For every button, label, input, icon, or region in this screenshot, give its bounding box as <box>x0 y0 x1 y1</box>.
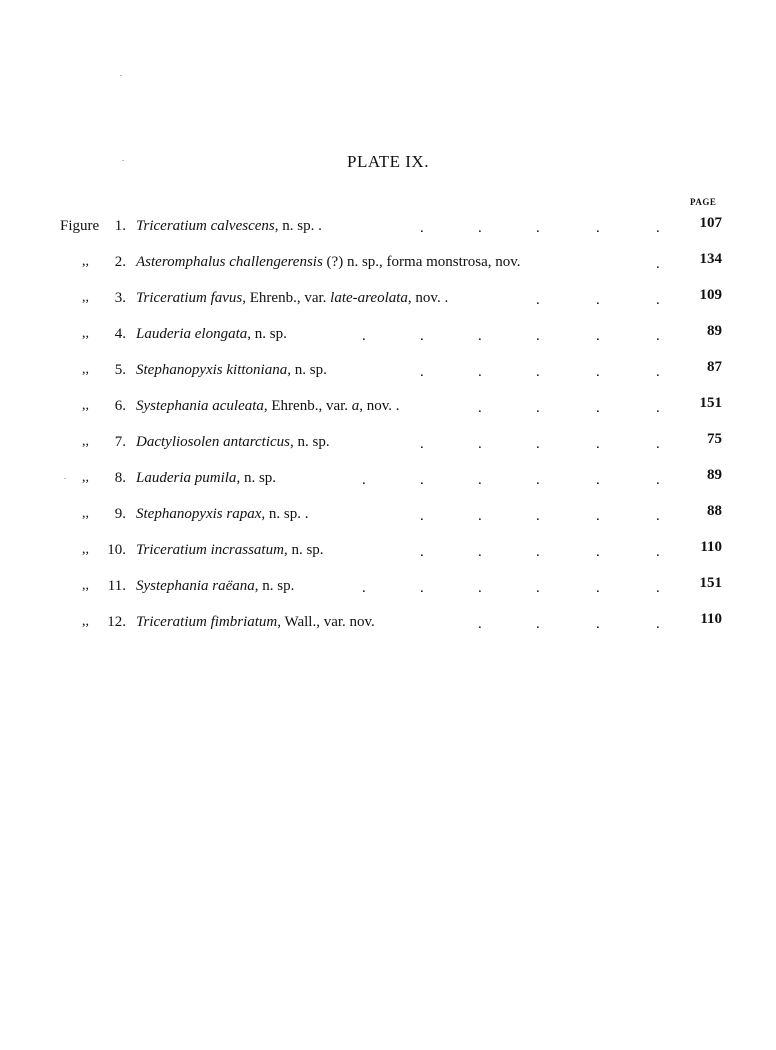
ditto-mark: ,, <box>82 254 89 269</box>
figure-number: 6. <box>114 398 126 414</box>
variety-name: a <box>351 398 360 414</box>
species-name: Systephania aculeata <box>136 398 264 414</box>
leader-dot: . <box>420 364 424 380</box>
leader-dot: . <box>478 544 482 560</box>
figure-entry <box>0 574 776 610</box>
leader-dot: . <box>362 472 366 488</box>
leader-dot: . <box>478 472 482 488</box>
leader-dot: . <box>536 220 540 236</box>
leader-dot: . <box>420 508 424 524</box>
figure-description <box>136 398 400 415</box>
leader-dot: . <box>596 472 600 488</box>
description-text: , n. sp. . <box>274 218 322 234</box>
leader-dot: . <box>596 220 600 236</box>
leader-dot: . <box>478 508 482 524</box>
page-number: 107 <box>699 215 722 231</box>
species-name: Triceratium calvescens <box>136 218 275 234</box>
leader-dot: . <box>596 580 600 596</box>
figure-number: 11. <box>107 578 126 594</box>
figure-entry <box>0 214 776 250</box>
page-number: 88 <box>707 503 722 519</box>
leader-dot: . <box>536 580 540 596</box>
figure-number: 12. <box>107 614 126 630</box>
description-text: , n. sp. <box>290 434 330 450</box>
page-number: 134 <box>699 251 722 267</box>
leader-dot: . <box>420 436 424 452</box>
description-text: , n. sp. <box>283 542 324 558</box>
leader-dot: . <box>596 616 600 632</box>
leader-dot: . <box>656 328 660 344</box>
page-number: 89 <box>707 323 722 339</box>
page-number: 151 <box>699 395 722 411</box>
page-number: 110 <box>700 611 722 627</box>
description-text: , n. sp. <box>247 326 287 342</box>
leader-dot: . <box>478 436 482 452</box>
ditto-mark: ,, <box>82 290 89 305</box>
species-name: Dactyliosolen antarcticus <box>136 434 290 450</box>
figure-number: 1. <box>114 218 126 234</box>
leader-dot: . <box>536 292 540 308</box>
leader-dot: . <box>420 328 424 344</box>
leader-dot: . <box>420 544 424 560</box>
figure-description <box>136 506 308 523</box>
leader-dot: . <box>536 616 540 632</box>
figure-number: 7. <box>114 434 126 450</box>
species-name: Systephania raëana <box>136 578 255 594</box>
figure-number: 8. <box>114 470 126 486</box>
ditto-mark: ,, <box>82 434 89 449</box>
figure-number: 2. <box>114 254 126 270</box>
description-text: (?) n. sp., forma monstrosa, nov. <box>322 254 521 270</box>
description-text: , n. sp. <box>254 578 295 594</box>
species-name: Triceratium favus <box>136 290 243 306</box>
species-name: Stephanopyxis kittoniana <box>136 362 288 378</box>
description-text: , Ehrenb., var. <box>242 290 331 306</box>
variety-name: late-areolata <box>330 290 408 306</box>
leader-dot: . <box>536 508 540 524</box>
leader-dot: . <box>656 472 660 488</box>
figure-number: 10. <box>107 542 126 558</box>
leader-dot: . <box>478 616 482 632</box>
figure-entry <box>0 538 776 574</box>
figure-description <box>136 542 324 559</box>
figure-entry <box>0 502 776 538</box>
description-text: , n. sp. . <box>261 506 309 522</box>
ditto-mark: ,, <box>82 614 89 629</box>
figure-entry <box>0 322 776 358</box>
leader-dot: . <box>478 220 482 236</box>
leader-dot: . <box>536 328 540 344</box>
scan-speck <box>122 160 124 161</box>
page-number: 110 <box>700 539 722 555</box>
figure-description <box>136 290 448 307</box>
figure-entry <box>0 610 776 646</box>
figure-number: 5. <box>114 362 126 378</box>
leader-dot: . <box>362 580 366 596</box>
figure-entry <box>0 286 776 322</box>
figure-number: 3. <box>114 290 126 306</box>
leader-dot: . <box>656 256 660 272</box>
ditto-mark: ,, <box>82 578 89 593</box>
scan-speck <box>120 75 122 76</box>
leader-dot: . <box>478 400 482 416</box>
page-number: 89 <box>707 467 722 483</box>
description-text: , n. sp. <box>287 362 327 378</box>
page-number: 75 <box>707 431 722 447</box>
figure-entry <box>0 358 776 394</box>
figure-description <box>136 218 322 235</box>
ditto-mark: ,, <box>82 326 89 341</box>
leader-dot: . <box>420 220 424 236</box>
leader-dot: . <box>656 616 660 632</box>
leader-dot: . <box>656 436 660 452</box>
page-number: 109 <box>699 287 722 303</box>
leader-dot: . <box>536 544 540 560</box>
figure-label: Figure <box>60 218 100 234</box>
leader-dot: . <box>362 328 366 344</box>
leader-dot: . <box>656 292 660 308</box>
page-column-header: PAGE <box>690 197 717 207</box>
leader-dot: . <box>656 364 660 380</box>
leader-dot: . <box>656 544 660 560</box>
leader-dot: . <box>420 472 424 488</box>
leader-dot: . <box>536 364 540 380</box>
leader-dot: . <box>596 364 600 380</box>
page-number: 151 <box>699 575 722 591</box>
species-name: Triceratium fimbriatum <box>136 614 278 630</box>
leader-dot: . <box>596 436 600 452</box>
leader-dot: . <box>536 436 540 452</box>
figure-number: 4. <box>114 326 126 342</box>
description-text: , Wall., var. nov. <box>277 614 375 630</box>
species-name: Triceratium incrassatum <box>136 542 284 558</box>
figure-description <box>136 614 375 631</box>
figure-description <box>136 362 327 379</box>
species-name: Lauderia pumila <box>136 470 237 486</box>
scan-speck <box>64 478 66 479</box>
species-name: Stephanopyxis rapax <box>136 506 262 522</box>
leader-dot: . <box>536 472 540 488</box>
figure-entry <box>0 394 776 430</box>
figure-entry <box>0 250 776 286</box>
ditto-mark: ,, <box>82 542 89 557</box>
figure-entry <box>0 430 776 466</box>
figure-description <box>136 578 294 595</box>
leader-dot: . <box>596 544 600 560</box>
page-number: 87 <box>707 359 722 375</box>
ditto-mark: ,, <box>82 398 89 413</box>
figure-description <box>136 434 330 451</box>
leader-dot: . <box>596 400 600 416</box>
plate-title: PLATE IX. <box>347 152 429 171</box>
leader-dot: . <box>478 328 482 344</box>
figure-description <box>136 326 287 343</box>
figure-description <box>136 254 521 271</box>
leader-dot: . <box>656 400 660 416</box>
description-text: , n. sp. <box>236 470 277 486</box>
species-name: Lauderia elongata <box>136 326 248 342</box>
figure-list <box>0 214 776 646</box>
description-text: , nov. . <box>407 290 449 306</box>
figure-entry <box>0 466 776 502</box>
leader-dot: . <box>478 364 482 380</box>
leader-dot: . <box>656 508 660 524</box>
leader-dot: . <box>656 580 660 596</box>
species-name: Asteromphalus challengerensis <box>136 254 323 270</box>
ditto-mark: ,, <box>82 506 89 521</box>
leader-dot: . <box>596 508 600 524</box>
figure-description <box>136 470 276 487</box>
description-text: , Ehrenb., var. <box>263 398 352 414</box>
ditto-mark: ,, <box>82 362 89 377</box>
leader-dot: . <box>596 292 600 308</box>
ditto-mark: ,, <box>82 470 89 485</box>
leader-dot: . <box>536 400 540 416</box>
leader-dot: . <box>420 580 424 596</box>
leader-dot: . <box>596 328 600 344</box>
leader-dot: . <box>478 580 482 596</box>
leader-dot: . <box>656 220 660 236</box>
figure-number: 9. <box>114 506 126 522</box>
description-text: , nov. . <box>359 398 400 414</box>
